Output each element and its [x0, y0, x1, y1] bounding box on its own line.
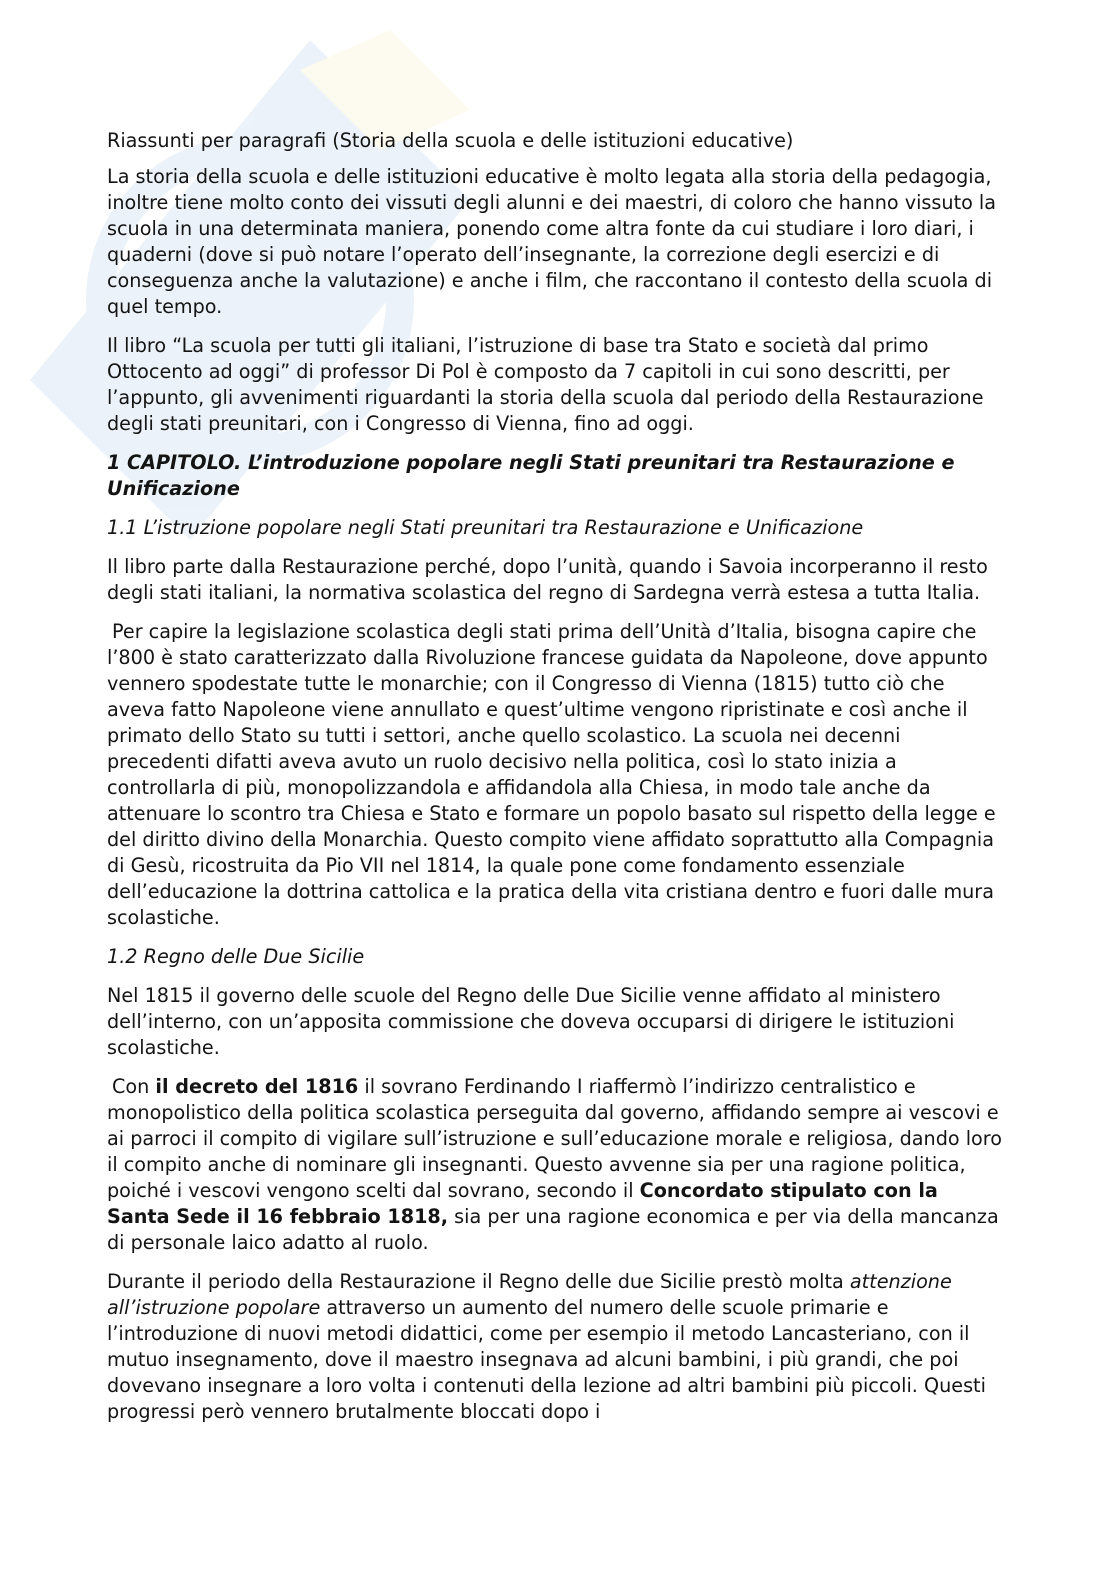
p3-text-start: Durante il periodo della Restaurazione il Regno delle due Sicilie prestò molta [107, 1270, 850, 1293]
chapter-1-heading: 1 CAPITOLO. L’introduzione popolare negli Stati preunitari tra Restaurazione e Unificazione [107, 451, 955, 500]
p2-text-middle: il sovrano Ferdinando I riaffermò l’indirizzo centralistico e monopolistico della politica scolastica perseguita dal governo, affidando sempre ai vescovi e ai parroci il compito di vigilare sull’istruzione e sull’educazione morale e religiosa, dando loro il compito anche di nominare gli insegnanti. Questo avvenne sia per una ragione politica, poiché i vescovi vengono scelti dal sovrano, secondo il [107, 1075, 1002, 1202]
section-1-2-heading: 1.2 Regno delle Due Sicilie [107, 945, 365, 968]
section-1-2-paragraph-3 [107, 1269, 1007, 1425]
p2-text-start: Con [112, 1075, 156, 1098]
decree-1816-bold: il decreto del 1816 [155, 1075, 359, 1098]
section-1-1-heading: 1.1 L’istruzione popolare negli Stati preunitari tra Restaurazione e Unificazione [107, 516, 864, 539]
p2-text-end: sia per una ragione economica e per via della mancanza di personale laico adatto al ruolo. [107, 1205, 999, 1254]
section-1-2-paragraph-1: Nel 1815 il governo delle scuole del Regno delle Due Sicilie venne affidato al ministero dell’interno, con un’apposita commissione che doveva occuparsi di dirigere le istituzioni scolastiche. [107, 984, 955, 1059]
p3-text-end: attraverso un aumento del numero delle scuole primarie e l’introduzione di nuovi metodi didattici, come per esempio il metodo Lancasteriano, con il mutuo insegnamento, dove il maestro insegnava ad alcuni bambini, i più grandi, che poi dovevano insegnare a loro volta i contenuti della lezione ad altri bambini più piccoli. Questi progressi però vennero brutalmente bloccati dopo i [107, 1296, 986, 1423]
concordato-bold: Concordato stipulato con la Santa Sede il 16 febbraio 1818, [107, 1179, 938, 1228]
section-1-1-paragraph-2: Per capire la legislazione scolastica degli stati prima dell’Unità d’Italia, bisogna capire che l’800 è stato caratterizzato dalla Rivoluzione francese guidata da Napoleone, dove appunto vennero spodestate tutte le monarchie; con il Congresso di Vienna (1815) tutto ciò che aveva fatto Napoleone viene annullato e quest’ultime vengono ripristinate e così anche il primato dello Stato su tutti i settori, anche quello scolastico. La scuola nei decenni precedenti difatti aveva avuto un ruolo decisivo nella politica, così lo stato inizia a controllarla di più, monopolizzandola e affidandola alla Chiesa, in modo tale anche da attenuare lo scontro tra Chiesa e Stato e formare un popolo basato sul rispetto della legge e del diritto divino della Monarchia. Questo compito viene affidato soprattutto alla Compagnia di Gesù, ricostruita da Pio VII nel 1814, la quale pone come fondamento essenziale dell’educazione la dottrina cattolica e la pratica della vita cristiana dentro e fuori dalle mura scolastiche. [107, 620, 996, 929]
document-page [107, 128, 1007, 1438]
section-1-1-paragraph-1: Il libro parte dalla Restaurazione perché, dopo l’unità, quando i Savoia incorperanno il resto degli stati italiani, la normativa scolastica del regno di Sardegna verrà estesa a tutta Italia. [107, 555, 988, 604]
document-title: Riassunti per paragrafi (Storia della scuola e delle istituzioni educative) [107, 129, 794, 152]
intro-paragraph-1: La storia della scuola e delle istituzioni educative è molto legata alla storia della pedagogia, inoltre tiene molto conto dei vissuti degli alunni e dei maestri, di coloro che hanno vissuto la scuola in una determinata maniera, ponendo come altra fonte da cui studiare i loro diari, i quaderni (dove si può notare l’operato dell’insegnante, la correzione degli esercizi e di conseguenza anche la valutazione) e anche i film, che raccontano il contesto della scuola di quel tempo. [107, 165, 997, 318]
section-1-2-paragraph-2 [107, 1074, 1007, 1256]
intro-paragraph-2: Il libro “La scuola per tutti gli italiani, l’istruzione di base tra Stato e società dal primo Ottocento ad oggi” di professor Di Pol è composto da 7 capitoli in cui sono descritti, per l’appunto, gli avvenimenti riguardanti la storia della scuola dal periodo della Restaurazione degli stati preunitari, con i Congresso di Vienna, fino ad oggi. [107, 334, 984, 435]
attenzione-italic: attenzione all’istruzione popolare [107, 1270, 952, 1319]
